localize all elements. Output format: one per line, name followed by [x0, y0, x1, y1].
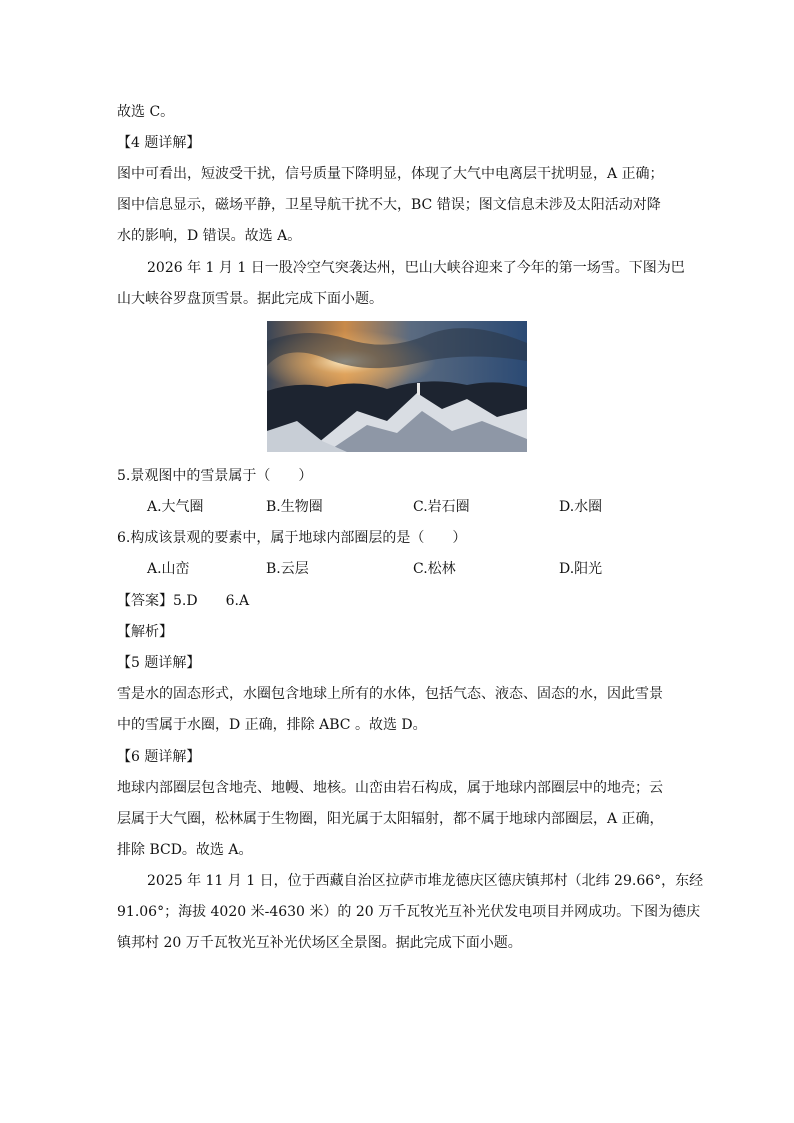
section-heading: 【6 题详解】	[117, 749, 201, 765]
text-line: 山大峡谷罗盘顶雪景。据此完成下面小题。	[117, 291, 383, 307]
text-line: 镇邦村 20 万千瓦牧光互补光伏场区全景图。据此完成下面小题。	[117, 935, 522, 951]
question-6-option-c: C.松林	[413, 561, 456, 577]
analysis-heading: 【解析】	[117, 624, 173, 640]
question-5-option-a: A.大气圈	[147, 499, 204, 515]
section-heading: 【4 题详解】	[117, 135, 201, 151]
text-line: 图中可看出，短波受干扰，信号质量下降明显，体现了大气中电离层干扰明显，A 正确；	[117, 166, 664, 182]
question-5-option-b: B.生物圈	[266, 499, 323, 515]
text-line: 2026 年 1 月 1 日一股冷空气突袭达州，巴山大峡谷迎来了今年的第一场雪。下图为巴	[147, 260, 685, 276]
text-line: 层属于大气圈，松林属于生物圈，阳光属于太阳辐射，都不属于地球内部圈层，A 正确，	[117, 811, 664, 827]
question-6-option-d: D.阳光	[559, 561, 603, 577]
text-line: 水的影响，D 错误。故选 A。	[117, 228, 302, 244]
question-6-option-a: A.山峦	[147, 561, 190, 577]
text-line: 雪是水的固态形式，水圈包含地球上所有的水体，包括气态、液态、固态的水，因此雪景	[117, 686, 663, 702]
text-line: 地球内部圈层包含地壳、地幔、地核。山峦由岩石构成，属于地球内部圈层中的地壳；云	[117, 780, 663, 796]
text-line: 91.06°；海拔 4020 米-4630 米）的 20 万千瓦牧光互补光伏发电项目并网成功。下图为德庆	[117, 904, 701, 920]
section-heading: 【5 题详解】	[117, 655, 201, 671]
text-line: 图中信息显示，磁场平静，卫星导航干扰不大，BC 错误；图文信息未涉及太阳活动对降	[117, 197, 661, 213]
text-line: 故选 C。	[117, 104, 175, 120]
text-line: 排除 BCD。故选 A。	[117, 842, 253, 858]
text-line: 中的雪属于水圈，D 正确，排除 ABC 。故选 D。	[117, 717, 427, 733]
question-6-option-b: B.云层	[266, 561, 309, 577]
text-line: 2025 年 11 月 1 日，位于西藏自治区拉萨市堆龙德庆区德庆镇邦村（北纬 29.66°，东经	[147, 873, 704, 889]
snow-mountain-photo	[267, 321, 527, 452]
answer-line: 【答案】5.D 6.A	[117, 593, 250, 609]
question-5-stem: 5.景观图中的雪景属于（ ）	[117, 468, 313, 484]
question-6-stem: 6.构成该景观的要素中，属于地球内部圈层的是（ ）	[117, 530, 467, 546]
question-5-option-d: D.水圈	[559, 499, 603, 515]
question-5-option-c: C.岩石圈	[413, 499, 470, 515]
